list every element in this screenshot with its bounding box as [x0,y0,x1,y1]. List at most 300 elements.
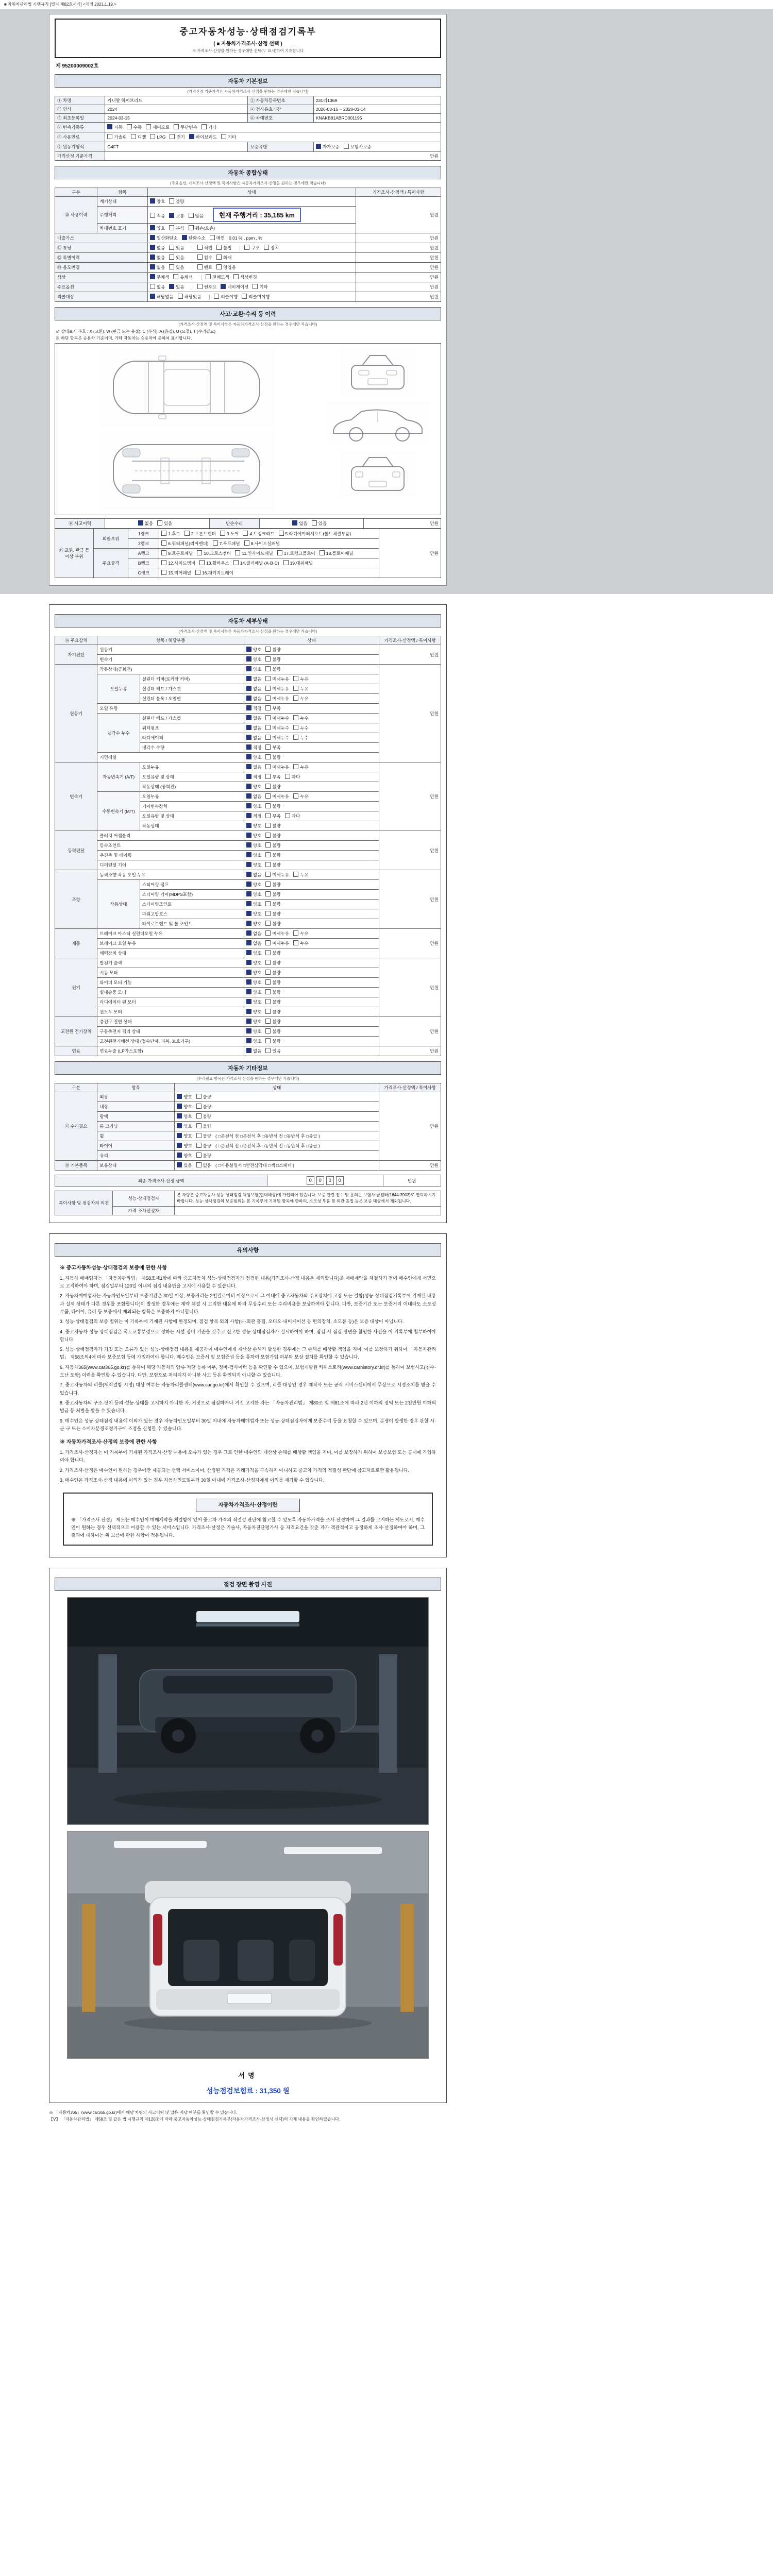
current-mileage-highlight: 현재 주행거리 : 35,185 km [213,208,301,222]
unchecked-box-icon [293,735,298,740]
unchecked-box-icon [220,531,225,536]
checkbox-option: 양호 [246,754,261,760]
cell [244,694,379,704]
notice-item: 7. 중고자동차의 리콜(제작결함 시정) 대상 여부는 자동차리콜센터(www.car.go.kr)에서 확인할 수 있으며, 리콜 대상인 경우 제작사 또는 공식 서비스센터에서 무상으로 시정조치를 받을 수 있습니다. [60,1382,436,1396]
checkbox-option: 과다 [285,774,300,780]
cell-text: 라디에이터 팬 모터 [99,999,136,1005]
price-definition-box [63,1493,433,1545]
cell-text: 최종 가격조사·산정 금액 [138,1178,184,1183]
checked-box-icon [246,656,251,662]
cell [159,568,379,578]
cell [175,1161,379,1171]
accident_meta-table-element [55,518,441,529]
cell-text: 주요골격 [102,561,120,566]
checkbox-option: 양호 [246,970,261,976]
checkbox-option: 불량 [265,989,280,995]
unchecked-box-icon [184,531,190,536]
checkbox-option: 없음 [150,284,165,290]
cell [244,958,379,968]
checked-box-icon [246,696,251,701]
field-label-fuel [55,132,105,142]
checkbox-option: 리콜이행 [214,294,238,300]
cell [113,1191,175,1207]
cell [244,1046,379,1056]
cell [244,939,379,948]
price-digit-box: 0 [326,1176,334,1185]
unchecked-box-icon [265,970,271,975]
cell-text: 만원 [430,1163,439,1168]
checkbox-option: 불량 [265,901,280,907]
unchecked-box-icon [265,784,271,789]
unchecked-box-icon [206,274,211,279]
cell [97,880,140,929]
cell [97,988,244,997]
checkbox-option: 양호 [246,862,261,868]
price-definition-text: ※ 「가격조사·산정」 제도는 매수인이 매매계약을 체결함에 있어 중고차 가격의 적절성 판단에 참고할 수 있도록 자동차가격을 조사·산정하여 그 결과를 고지하는 제도로서, 매수인이 원하는 경우 선택적으로 이용할 수 있는 서비스입니다. 가격조사·산정은 기술사, 자동차진단평가사 등 자격요건을 갖춘 자가 객관적이고 공정하게 조사·산정하여야 하며, 그 결과에 대하여는 위 보증에 관한 사항이 적용됩니다. [71,1517,425,1538]
cell [113,1206,175,1215]
cell-text: 충전구 절연 상태 [99,1019,132,1024]
checkbox-option: 있음 [169,264,184,270]
cell-text: 만원 [430,941,439,946]
cell [244,714,379,723]
cell [356,273,441,282]
checkbox-option: 양호 [246,950,261,956]
footer-note-2: 【Ⅴ】 「자동차관리법」 제58조 및 같은 법 시행규칙 제120조에 따라 중고자동차성능·상태점검기록부(자동차가격조사·산정서 선택)의 기재 내용을 확인하였습니다. [49,2117,341,2122]
notice-item: 2. 가격조사·산정은 매수인이 원하는 경우에만 제공되는 선택 서비스이며, 산정된 가격은 거래가격을 구속하지 아니하고 중고차 가격의 적절성 판단에 참고자료로만 활용됩니다. [60,1467,409,1473]
unchecked-box-icon [265,754,271,759]
checked-box-icon [316,144,321,149]
notice-heading-2: ※ 자동차가격조사·산정의 보증에 관한 사항 [60,1439,157,1446]
cell [159,558,379,568]
section-note-etc: (수리필요 항목은 가격조사·산정을 원하는 경우에만 적습니다) [196,1076,299,1081]
cell-text: 동력전달 [68,848,85,853]
field-label-model [55,96,105,105]
checked-box-icon [246,833,251,838]
cell-text: 고전원 전기장치 [60,1029,92,1034]
checkbox-option: 미세누유 [265,930,289,937]
cell-text: 가격·조사산정자 [128,1208,159,1213]
unchecked-box-icon [265,803,271,808]
cell [97,958,244,968]
cell-text: 변속기 [70,794,82,799]
cell-text: 추진축 및 베어링 [99,853,132,858]
cell [97,674,140,704]
final-price-table [55,1175,441,1187]
cell [175,1083,379,1092]
unchecked-box-icon [195,570,200,575]
cell [140,762,244,772]
cell [140,890,244,900]
record-sheet-page-2 [49,604,447,1223]
checkbox-option: 구조 [244,245,259,251]
cell-text: 유리 [99,1153,108,1158]
cell [55,263,148,273]
cell [364,519,441,529]
field-label-vin [248,114,313,123]
cell-text: 작동상태(공회전) [99,667,132,672]
cell-text: 변속기 [99,657,113,662]
checkbox-option: 미세누유 [265,686,289,692]
unchecked-box-icon [169,198,174,204]
cell [244,978,379,988]
checked-box-icon [150,264,155,269]
cell-text: A랭크 [138,551,149,556]
cell-text: 스티어링조인트 [142,902,172,907]
unchecked-box-icon [265,862,271,867]
cell [55,282,148,292]
unchecked-box-icon [293,715,298,720]
checkbox-option: 보통 [169,213,184,219]
cell-text: ② 자동차등록번호 [250,98,285,103]
checkbox-option: 10.크로스멤버 [197,550,231,556]
cell [244,655,379,665]
unchecked-box-icon [243,531,248,536]
cell-text: 보증유형 [250,144,267,149]
cell [244,772,379,782]
device-fuel [55,1046,97,1056]
checkbox-option: 없음 [150,264,165,270]
unchecked-box-icon [196,1123,201,1128]
group-divider [209,295,210,300]
unchecked-box-icon [293,764,298,769]
checkbox-option: 적정 [246,744,261,751]
checked-box-icon [246,882,251,887]
checkbox-option: 2.프론트펜더 [184,531,216,537]
photos-sheet [49,1568,447,2103]
price-digit-box: 0 [316,1176,324,1185]
cell-text: 광택 [99,1114,108,1119]
checkbox-option: 누유 [293,940,308,946]
cell-text: 라디에이터 [142,735,163,740]
unchecked-box-icon [293,930,298,936]
cell [159,529,379,539]
unchecked-box-icon [285,774,290,779]
cell [55,636,97,645]
checkbox-option: 불량 [265,656,280,663]
record-sheet-page-1 [49,14,447,586]
cell [97,1046,244,1056]
cell [244,645,379,655]
cell-text: 만원 [430,794,439,799]
checkbox-option: 누유 [293,676,308,682]
checked-box-icon [107,124,112,129]
unchecked-box-icon [196,1104,201,1109]
cell [175,1092,379,1102]
cell [55,292,148,302]
section-title-basic: 자동차 기본정보 [55,74,441,88]
checked-box-icon [246,911,251,916]
cell-text: 브레이크 오일 누유 [99,941,136,946]
cell [147,207,356,224]
checkbox-option: 있음 [157,520,172,527]
checkbox-option: 19.대쉬패널 [283,560,313,566]
cell [97,1112,175,1122]
cell-text: 항목 [118,190,127,195]
cell [379,929,441,958]
checkbox-option: 16.패키지트레이 [195,570,233,576]
device-powertrain [55,831,97,870]
checkbox-option: 미세누유 [265,696,289,702]
unchecked-box-icon [197,550,202,555]
checkbox-option: 침수 [197,255,212,261]
checkbox-option: 양호 [150,225,165,231]
cell [97,792,140,831]
checked-box-icon [246,735,251,740]
cell [140,880,244,890]
unchecked-box-icon [265,1028,271,1033]
cell-text: 2랭크 [138,541,149,546]
checkbox-option: 미세누유 [265,676,289,682]
cell-text: 본 차량은 중고자동차 성능·상태점검 책임보험(현대해상)에 가입되어 있습니다. 보증 관련 접수 및 문의는 보험사 콜센터(1644-3903)로 연락하시기 바랍니다. 성능·상태점검의 보증범위는 본 기록부에 기재된 항목에 한하며, 소모성 부품 및 외관 흠집 등은 보증 대상에서 제외됩니다. [177,1193,436,1204]
cell [97,831,244,841]
checkbox-option: 불량 [196,1094,211,1100]
checkbox-option: 양호 [246,1009,261,1015]
cell [97,636,244,645]
cell [147,233,356,243]
cell-text: 만원 [430,1048,439,1054]
cell-text: 원동기 [99,647,113,652]
unchecked-box-icon [265,921,271,926]
price-digit-box: 0 [307,1176,314,1185]
section-note-accident: (가격조사·산정액 및 특이사항은 자동차가격조사·산정을 원하는 경우에만 적습니다) [178,322,317,327]
cell [97,948,244,958]
checked-box-icon [246,989,251,994]
cell-text: 연료누출 (LP가스포함) [99,1048,143,1054]
document-number: 제 95200009002호 [56,63,99,69]
checked-box-icon [138,520,143,526]
cell [55,273,148,282]
section-title-detail: 자동차 세부상태 [55,614,441,628]
accident-legend-1: ※ 상태표시 부호 : X (교환), W (판금 또는 용접), C (부식), A (흠집), U (요철), T (수리필요) [56,329,216,334]
cell-text: 작동상태 [142,823,159,828]
checked-box-icon [150,235,155,240]
unchecked-box-icon [265,656,271,662]
cell-text: 실린더 블록 / 오일팬 [142,696,181,701]
checkbox-option: 불량 [265,1009,280,1015]
cell-text: 파워고압호스 [142,911,168,917]
checked-box-icon [150,225,155,230]
checkbox-option: 해당있음 [178,294,201,300]
checked-box-icon [246,1048,251,1053]
cell-text: 실린더 헤드 / 가스켓 [142,686,181,691]
cell [244,900,379,909]
checkbox-option: 없음 [246,686,261,692]
cell [128,539,159,549]
checkbox-option: 불량 [265,1019,280,1025]
cell [97,224,147,233]
checkbox-option: 누수 [293,715,308,721]
cell [244,684,379,694]
checkbox-option: 미세누유 [265,793,289,800]
cell-text: 231러1369 [315,98,338,103]
cell-text: ⑯ 주요장치 [64,638,88,643]
cell [97,188,147,197]
checkbox-option: 있음 [169,255,184,261]
checked-box-icon [150,274,155,279]
checked-box-icon [246,715,251,720]
cell [97,1161,175,1171]
field-label-transmission [55,123,105,132]
cell [97,714,140,753]
checked-box-icon [292,520,297,526]
checkbox-option: 유채색 [173,274,193,280]
checked-box-icon [246,793,251,799]
accident-history-table [55,518,441,529]
cell-text: 발전기 출력 [99,960,122,965]
cell-text: 만원 [430,294,439,299]
cell-text: 룸 크리닝 [99,1124,118,1129]
notice-sheet [49,1233,447,1557]
checkbox-option: 양호 [246,842,261,849]
cell-text: 단순수리 [226,521,243,526]
cell-text: 만원 [430,652,439,657]
checkbox-option: 없음 [138,520,153,527]
cell [244,792,379,802]
cell-text: 냉각수 수량 [142,745,165,750]
cell [244,665,379,674]
checkbox-option: 없음 [246,715,261,721]
cell-text: ⑤ 최초등록일 [57,115,84,121]
cell-text: ① 차명 [57,98,72,103]
cell-text: 작동상태 (공회전) [142,784,176,789]
unchecked-box-icon [210,235,215,240]
checkbox-option: 없음 [196,1162,211,1168]
checkbox-option: 불량 [265,882,280,888]
checked-box-icon [246,921,251,926]
cell-text: 클러치 어셈블리 [99,833,131,838]
checkbox-option: 누수 [293,735,308,741]
cell [97,1151,175,1161]
checkbox-option: 없음 [150,255,165,261]
checkbox-option: 리콜미이행 [242,294,270,300]
checkbox-option: 전기 [170,134,184,140]
cell-text: 구분 [72,190,80,195]
cell-text: 만원 [430,154,439,159]
checkbox-option: 불량 [265,852,280,858]
checked-box-icon [246,862,251,867]
section-note-overall: (주요옵션, 가격조사·산정액 및 특이사항은 자동차가격조사·산정을 원하는 경우에만 적습니다) [170,181,326,185]
checkbox-option: 누유 [293,764,308,770]
cell-text: ⑧ 사용연료 [57,134,80,140]
car-diagram-side-view [326,401,429,445]
cell [140,694,244,704]
unchecked-box-icon [265,1009,271,1014]
checkbox-option: 불량 [196,1143,211,1149]
cell [140,743,244,753]
cell [147,243,356,253]
unchecked-box-icon [169,225,174,230]
cell-text: 내장 [99,1104,108,1109]
unchecked-box-icon [265,911,271,916]
unchecked-box-icon [213,540,218,546]
cell [379,762,441,831]
cell-text: 차대번호 표기 [99,226,127,231]
inspection-photo-lift-underbody [67,1597,429,1825]
unchecked-box-icon [146,124,151,129]
notice-item: 8. 중고자동차의 구조·장치 등의 성능·상태를 고지하지 아니한 자, 거짓으로 점검하거나 거짓 고지한 자는 「자동차관리법」 제80조 및 제81조에 따라 2년 이하의 징역 또는 2천만원 이하의 벌금 등 처벌을 받을 수 있습니다. [60,1400,436,1414]
checkbox-option: 7.루프패널 [213,540,240,547]
checkbox-option: 4.트렁크리드 [243,531,274,537]
cell [244,753,379,762]
cell [55,243,148,253]
checkbox-option: 누유 [293,872,308,878]
cell-text: 만원 [408,1178,416,1183]
cell-text: 성능·상태점검자 [128,1196,159,1201]
unchecked-box-icon [293,696,298,701]
cell-text: 디퍼렌셜 기어 [99,862,127,868]
unchecked-box-icon [178,294,183,299]
checkbox-option: 양호 [246,901,261,907]
checkbox-option: 양호 [246,891,261,897]
checkbox-option: 없음 [246,793,261,800]
cell [97,704,244,714]
field-label-engine-type [55,142,105,152]
unchecked-box-icon [127,124,132,129]
cell-text: 오일누유 [110,686,127,691]
checkbox-option: 양호 [246,979,261,986]
cell [244,802,379,811]
checkbox-option: 양호 [177,1153,192,1159]
unchecked-box-icon [174,124,179,129]
cell [147,292,356,302]
cell-text: ⑭ 사고이력 [69,521,92,526]
unchecked-box-icon [285,813,290,818]
checkbox-option: 불량 [265,666,280,672]
checkbox-option: 있음 [169,245,184,251]
cell [244,821,379,831]
accident-history-value [105,519,209,529]
cell [244,997,379,1007]
checkbox-option: 부족 [265,705,280,711]
unchecked-box-icon [265,940,271,945]
cell [147,263,356,273]
checkbox-option: 불량 [196,1113,211,1120]
checkbox-option: 미세누유 [265,872,289,878]
unchecked-box-icon [201,124,207,129]
unchecked-box-icon [264,245,269,250]
unchecked-box-icon [131,134,136,139]
unchecked-box-icon [216,255,222,260]
cell-text: 만원 [430,1124,439,1129]
cell [128,549,159,558]
checkbox-option: 양호 [246,666,261,672]
cell-text: ④ 검사유효기간 [250,107,281,112]
checkbox-option: 미세누수 [265,715,289,721]
cell-text: ⑥ 차대번호 [250,115,273,121]
checkbox-option: 해당없음 [150,294,174,300]
unchecked-box-icon [189,213,194,218]
unchecked-box-icon [265,842,271,848]
field-label-year [55,105,105,114]
checkbox-option: 양호 [246,647,261,653]
opinion-table [55,1191,441,1215]
checkbox-option: 불량 [265,921,280,927]
cell [93,549,128,578]
checkbox-option: 없음 [246,930,261,937]
cell-text: 스티어링 기어(MDPS포함) [142,892,193,897]
cell-text: 배력장치 상태 [99,951,127,956]
cell [244,919,379,929]
checkbox-option: 불량 [265,823,280,829]
checkbox-option: 미세누유 [265,764,289,770]
notice-body [55,1257,441,1550]
checkbox-option: 누유 [293,793,308,800]
checked-box-icon [177,1143,182,1148]
cell [379,665,441,762]
checkbox-option: 매연 [210,235,225,241]
checkbox-option: 불량 [265,999,280,1005]
cell [379,645,441,665]
